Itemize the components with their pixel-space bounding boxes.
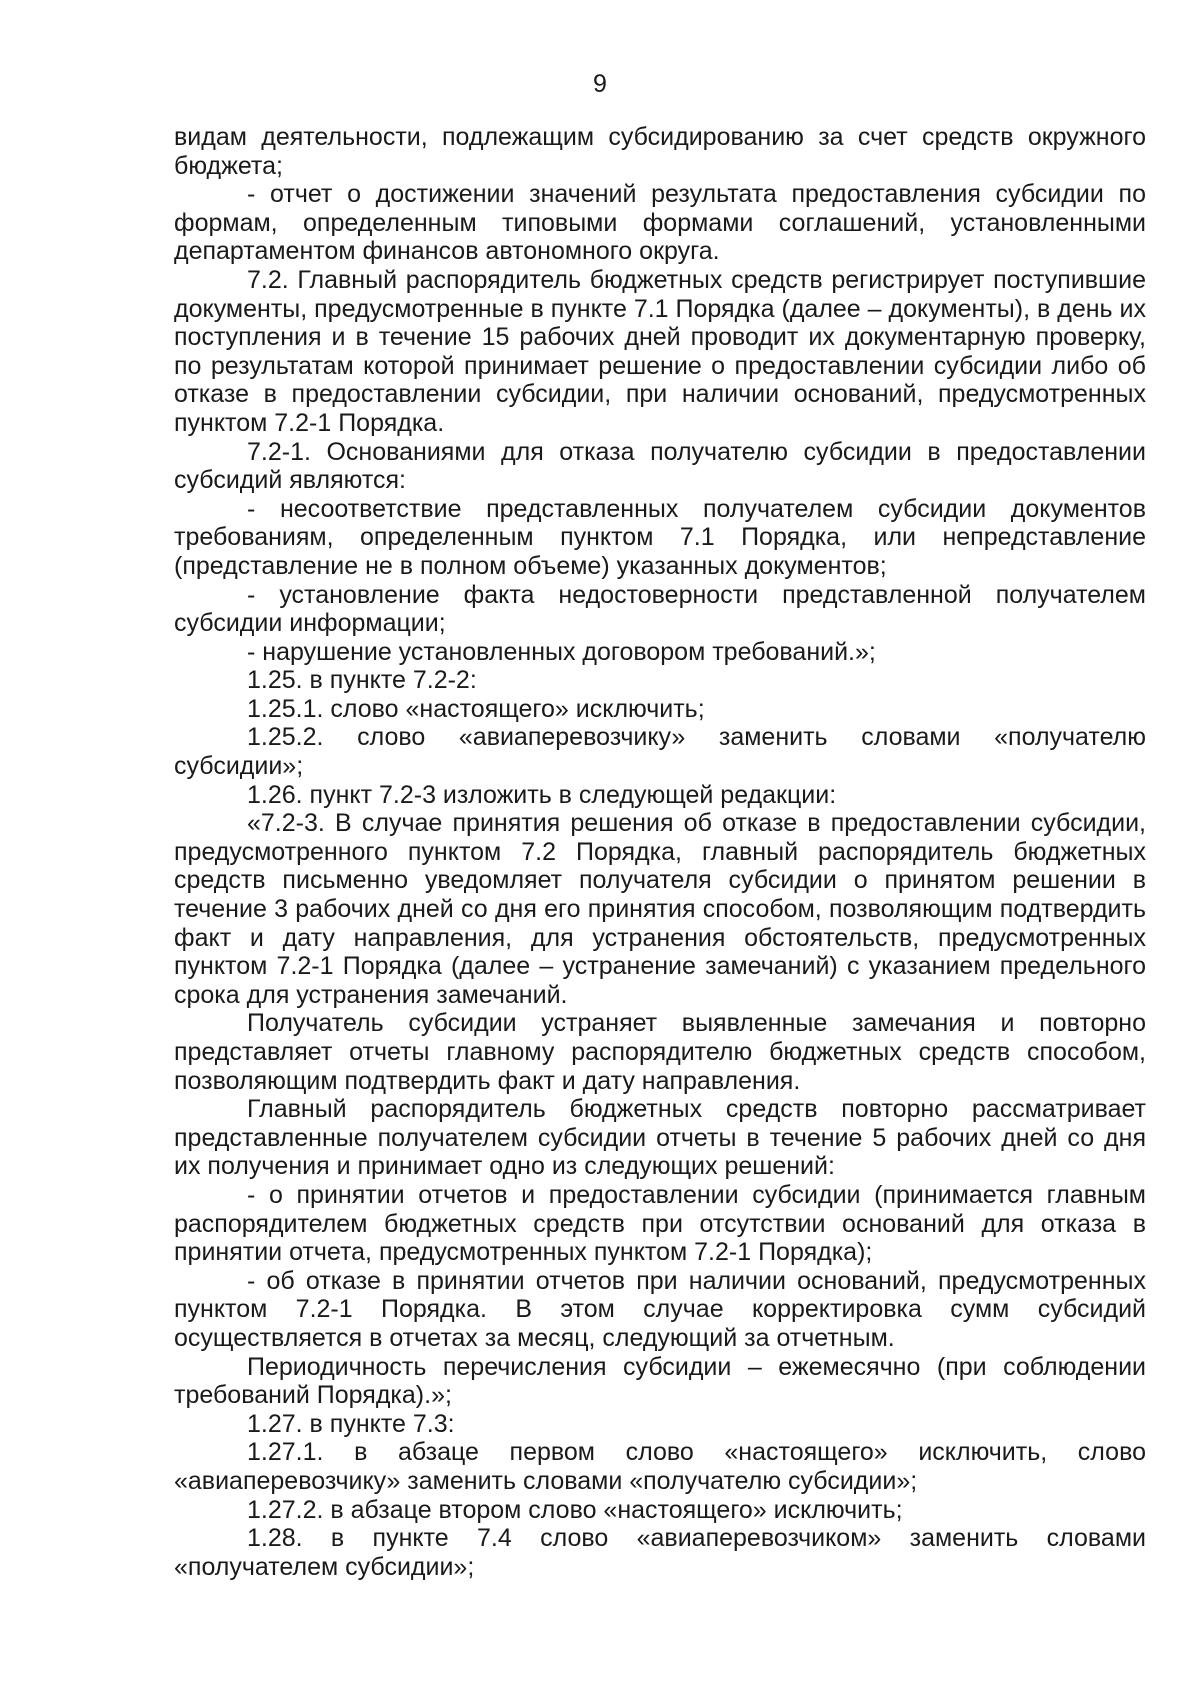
paragraph: 1.28. в пункте 7.4 слово «авиаперевозчиком» заменить словами «получателем субсидии»;	[174, 1524, 1146, 1581]
paragraph: - несоответствие представленных получателем субсидии документов требованиям, определенным пунктом 7.1 Порядка, или непредставление (представление не в полном объеме) указанных документов;	[174, 494, 1146, 580]
paragraph: - о принятии отчетов и предоставлении субсидии (принимается главным распорядителем бюджетных средств при отсутствии оснований для отказа в принятии отчета, предусмотренных пунктом 7.2-1 Порядка);	[174, 1180, 1146, 1267]
paragraph: - об отказе в принятии отчетов при наличии оснований, предусмотренных пунктом 7.2-1 Порядка. В этом случае корректировка сумм субсидий осуществляется в отчетах за месяц, следующий за отчетным.	[174, 1266, 1146, 1352]
paragraph: Периодичность перечисления субсидии – ежемесячно (при соблюдении требований Порядка).»;	[174, 1352, 1146, 1410]
paragraph: 1.27.2. в абзаце втором слово «настоящего» исключить;	[247, 1495, 903, 1524]
paragraph: 1.27. в пункте 7.3:	[247, 1409, 455, 1438]
paragraph: 1.26. пункт 7.2-3 изложить в следующей редакции:	[247, 780, 837, 809]
paragraph: - отчет о достижении значений результата предоставления субсидии по формам, определенным типовыми формами соглашений, установленными департаментом финансов автономного округа.	[174, 180, 1146, 266]
page-number: 9	[593, 70, 607, 98]
paragraph: 1.25. в пункте 7.2-2:	[247, 666, 477, 695]
paragraph: видам деятельности, подлежащим субсидированию за счет средств окружного бюджета;	[174, 123, 1146, 180]
paragraph: Главный распорядитель бюджетных средств повторно рассматривает представленные получателем субсидии отчеты в течение 5 рабочих дней со дня их получения и принимает одно из следующих решений:	[174, 1095, 1146, 1181]
paragraph: «7.2-3. В случае принятия решения об отказе в предоставлении субсидии, предусмотренного пунктом 7.2 Порядка, главный распорядитель бюджетных средств письменно уведомляет получателя субсидии о принятом решении в течение 3 рабочих дней со дня его принятия способом, позволяющим подтвердить факт и дату направления, для устранения обстоятельств, предусмотренных пунктом 7.2-1 Порядка (далее – устранение замечаний) с указанием предельного срока для устранения замечаний.	[174, 809, 1146, 1009]
paragraph: Получатель субсидии устраняет выявленные замечания и повторно представляет отчеты главному распорядителю бюджетных средств способом, позволяющим подтвердить факт и дату направления.	[174, 1009, 1146, 1095]
paragraph: 7.2-1. Основаниями для отказа получателю субсидии в предоставлении субсидий являются:	[174, 437, 1146, 495]
paragraph: 7.2. Главный распорядитель бюджетных средств регистрирует поступившие документы, предусмотренные в пункте 7.1 Порядка (далее – документы), в день их поступления и в течение 15 рабочих дней проводит их документарную проверку, по результатам которой принимает решение о предоставлении субсидии либо об отказе в предоставлении субсидии, при наличии оснований, предусмотренных пунктом 7.2-1 Порядка.	[174, 265, 1146, 437]
document-body	[174, 123, 1146, 1581]
paragraph: 1.25.1. слово «настоящего» исключить;	[247, 694, 705, 723]
paragraph: - установление факта недостоверности представленной получателем субсидии информации;	[174, 580, 1146, 638]
paragraph: - нарушение установленных договором требований.»;	[247, 637, 876, 666]
paragraph: 1.27.1. в абзаце первом слово «настоящего» исключить, слово «авиаперевозчику» заменить словами «получателю субсидии»;	[174, 1438, 1146, 1495]
paragraph: 1.25.2. слово «авиаперевозчику» заменить словами «получателю субсидии»;	[174, 723, 1146, 781]
